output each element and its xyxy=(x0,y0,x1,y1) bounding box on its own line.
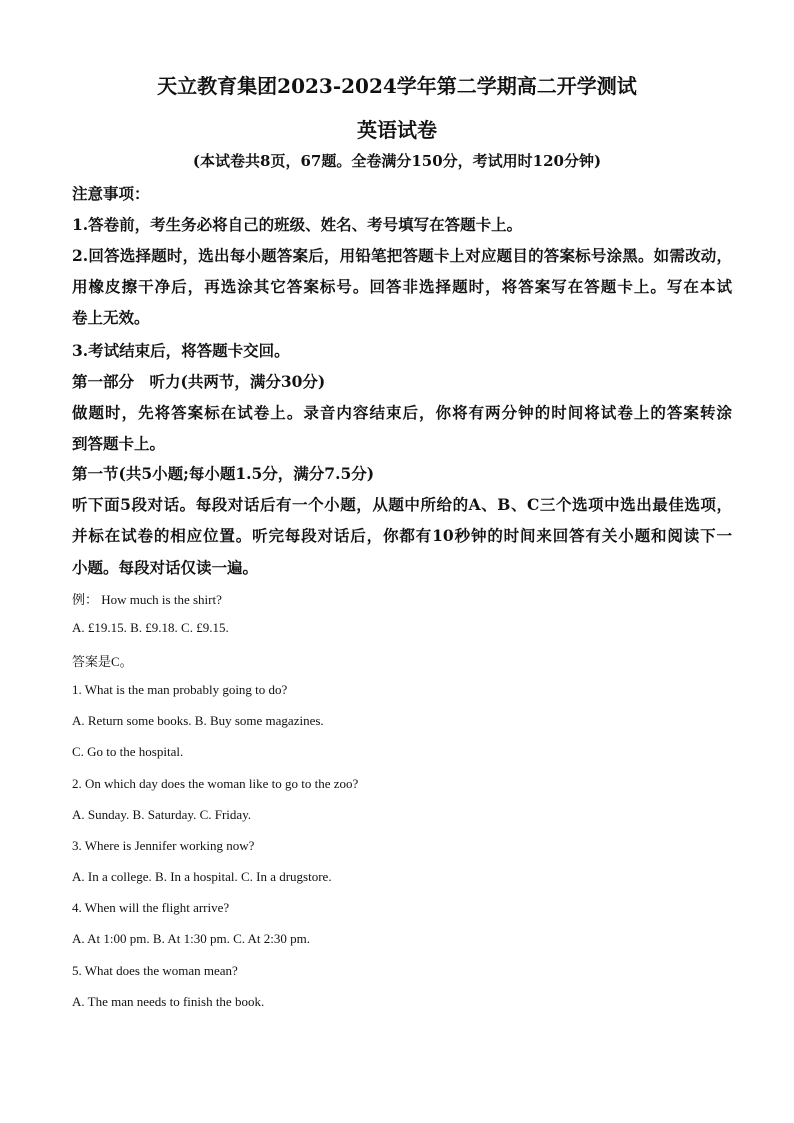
section1-desc-line-1: 听下面5段对话。每段对话后有一个小题，从题中所给的A、B、C三个选项中选出最佳选项， xyxy=(72,495,732,514)
part1-heading: 第一部分 听力(共两节，满分30分) xyxy=(72,372,326,391)
part1-desc-line-1: 做题时，先将答案标在试卷上。录音内容结束后，你将有两分钟的时间将试卷上的答案转涂 xyxy=(72,403,732,422)
part1-desc-line-2: 到答题卡上。 xyxy=(72,434,166,453)
note-item-1: 1.答卷前，考生务必将自己的班级、姓名、考号填写在答题卡上。 xyxy=(72,215,523,234)
question-4-options: A. At 1:00 pm. B. At 1:30 pm. C. At 2:30 pm. xyxy=(72,931,310,946)
question-1-options-ab: A. Return some books. B. Buy some magazines. xyxy=(72,713,324,728)
example-answer: 答案是C。 xyxy=(72,654,133,669)
question-1: 1. What is the man probably going to do? xyxy=(72,682,288,697)
section1-desc-line-2: 并标在试卷的相应位置。听完每段对话后，你都有10秒钟的时间来回答有关小题和阅读下一 xyxy=(72,526,732,545)
section1-heading: 第一节(共5小题;每小题1.5分，满分7.5分) xyxy=(72,464,375,483)
section1-desc-line-3: 小题。每段对话仅读一遍。 xyxy=(72,558,259,577)
question-2: 2. On which day does the woman like to go to the zoo? xyxy=(72,776,359,791)
note-item-2-line-3: 卷上无效。 xyxy=(72,308,150,327)
notes-heading: 注意事项： xyxy=(72,184,150,203)
exam-subject: 英语试卷 xyxy=(357,118,437,142)
question-3-options: A. In a college. B. In a hospital. C. In a drugstore. xyxy=(72,869,332,884)
question-4: 4. When will the flight arrive? xyxy=(72,900,230,915)
question-1-option-c: C. Go to the hospital. xyxy=(72,744,184,759)
note-item-3: 3.考试结束后，将答题卡交回。 xyxy=(72,341,290,360)
question-5: 5. What does the woman mean? xyxy=(72,963,238,978)
question-2-options: A. Sunday. B. Saturday. C. Friday. xyxy=(72,807,252,822)
example-options: A. £19.15. B. £9.18. C. £9.15. xyxy=(72,620,229,635)
note-item-2-line-1: 2.回答选择题时，选出每小题答案后，用铅笔把答题卡上对应题目的答案标号涂黑。如需改动， xyxy=(72,246,732,265)
question-5-option-a: A. The man needs to finish the book. xyxy=(72,994,265,1009)
exam-title: 天立教育集团2023-2024学年第二学期高二开学测试 xyxy=(157,74,637,98)
note-item-2-line-2: 用橡皮擦干净后，再选涂其它答案标号。回答非选择题时，将答案写在答题卡上。写在本试 xyxy=(72,277,732,296)
example-question: 例： How much is the shirt? xyxy=(72,592,222,607)
question-3: 3. Where is Jennifer working now? xyxy=(72,838,255,853)
exam-info: (本试卷共8页，67题。全卷满分150分，考试用时120分钟) xyxy=(192,152,602,170)
